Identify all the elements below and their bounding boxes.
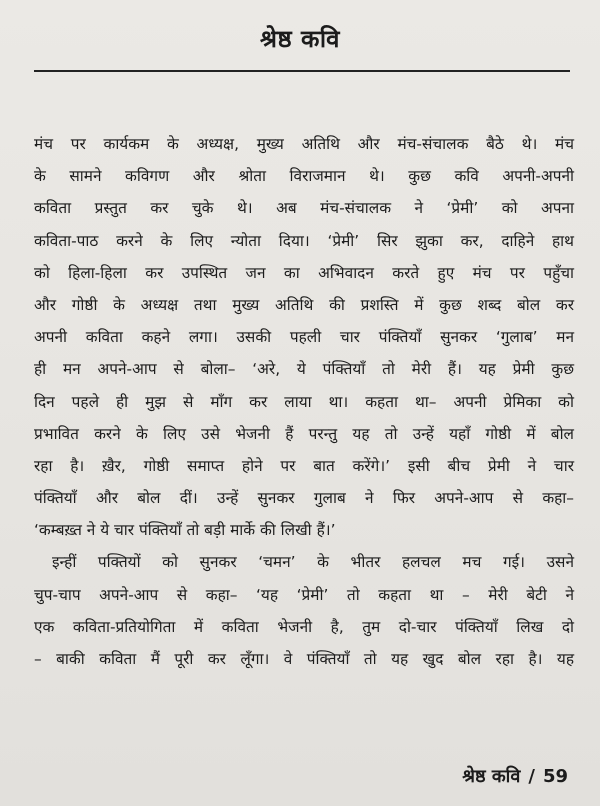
text-line: मंच पर कार्यकम के अध्यक्ष, मुख्य अतिथि और मंच-संचालक बैठे थे। मंच bbox=[34, 135, 574, 153]
text-line: कविता प्रस्तुत कर चुके थे। अब मंच-संचालक ने ‘प्रेमी’ को अपना bbox=[34, 199, 574, 218]
text-line: ‘कम्बख़्त ने ये चार पंक्तियाँ तो बड़ी मार्के की लिखी हैं।’ bbox=[34, 521, 336, 540]
text-line: और गोष्ठी के अध्यक्ष तथा मुख्य अतिथि की प्रशस्ति में कुछ शब्द बोल कर bbox=[34, 295, 574, 314]
text-line: दिन पहले ही मुझ से माँग कर लाया था। कहता था– अपनी प्रेमिका को bbox=[34, 392, 574, 411]
header-divider bbox=[34, 70, 570, 72]
body-text bbox=[34, 128, 574, 675]
text-line: एक कविता-प्रतियोगिता में कविता भेजनी है, तुम दो-चार पंक्तियाँ लिख दो bbox=[34, 617, 574, 636]
text-line: अपनी कविता कहने लगा। उसकी पहली चार पंक्तियाँ सुनकर ‘गुलाब’ मन bbox=[34, 328, 574, 347]
footer-title: श्रेष्ठ कवि bbox=[462, 766, 521, 787]
page-footer bbox=[462, 764, 568, 788]
text-line: – बाकी कविता मैं पूरी कर लूँगा। वे पंक्तियाँ तो यह खुद बोल रहा है। यह bbox=[34, 650, 574, 668]
text-line: कविता-पाठ करने के लिए न्योता दिया। ‘प्रेमी’ सिर झुका कर, दाहिने हाथ bbox=[34, 231, 574, 250]
text-line: पंक्तियाँ और बोल दीं। उन्हें सुनकर गुलाब ने फिर अपने-आप से कहा– bbox=[34, 489, 574, 508]
text-line: प्रभावित करने के लिए उसे भेजनी हैं परन्तु यह तो उन्हें यहाँ गोष्ठी में बोल bbox=[34, 424, 574, 443]
text-line: ही मन अपने-आप से बोला– ‘अरे, ये पंक्तियाँ तो मेरी हैं। यह प्रेमी कुछ bbox=[34, 360, 574, 379]
text-line: चुप-चाप अपने-आप से कहा– ‘यह ‘प्रेमी’ तो कहता था – मेरी बेटी ने bbox=[34, 585, 574, 604]
text-line: रहा है। ख़ैर, गोष्ठी समाप्त होने पर बात करेंगे।’ इसी बीच प्रेमी ने चार bbox=[34, 456, 574, 475]
text-line: इन्हीं पक्तियों को सुनकर ‘चमन’ के भीतर हलचल मच गई। उसने bbox=[52, 553, 574, 572]
footer-separator: / bbox=[528, 766, 535, 787]
text-line: को हिला-हिला कर उपस्थित जन का अभिवादन करते हुए मंच पर पहुँचा bbox=[34, 263, 574, 282]
page-number: 59 bbox=[542, 766, 568, 787]
running-header-title: श्रेष्ठ कवि bbox=[260, 25, 340, 53]
text-line: के सामने कविगण और श्रोता विराजमान थे। कुछ कवि अपनी-अपनी bbox=[34, 167, 574, 186]
